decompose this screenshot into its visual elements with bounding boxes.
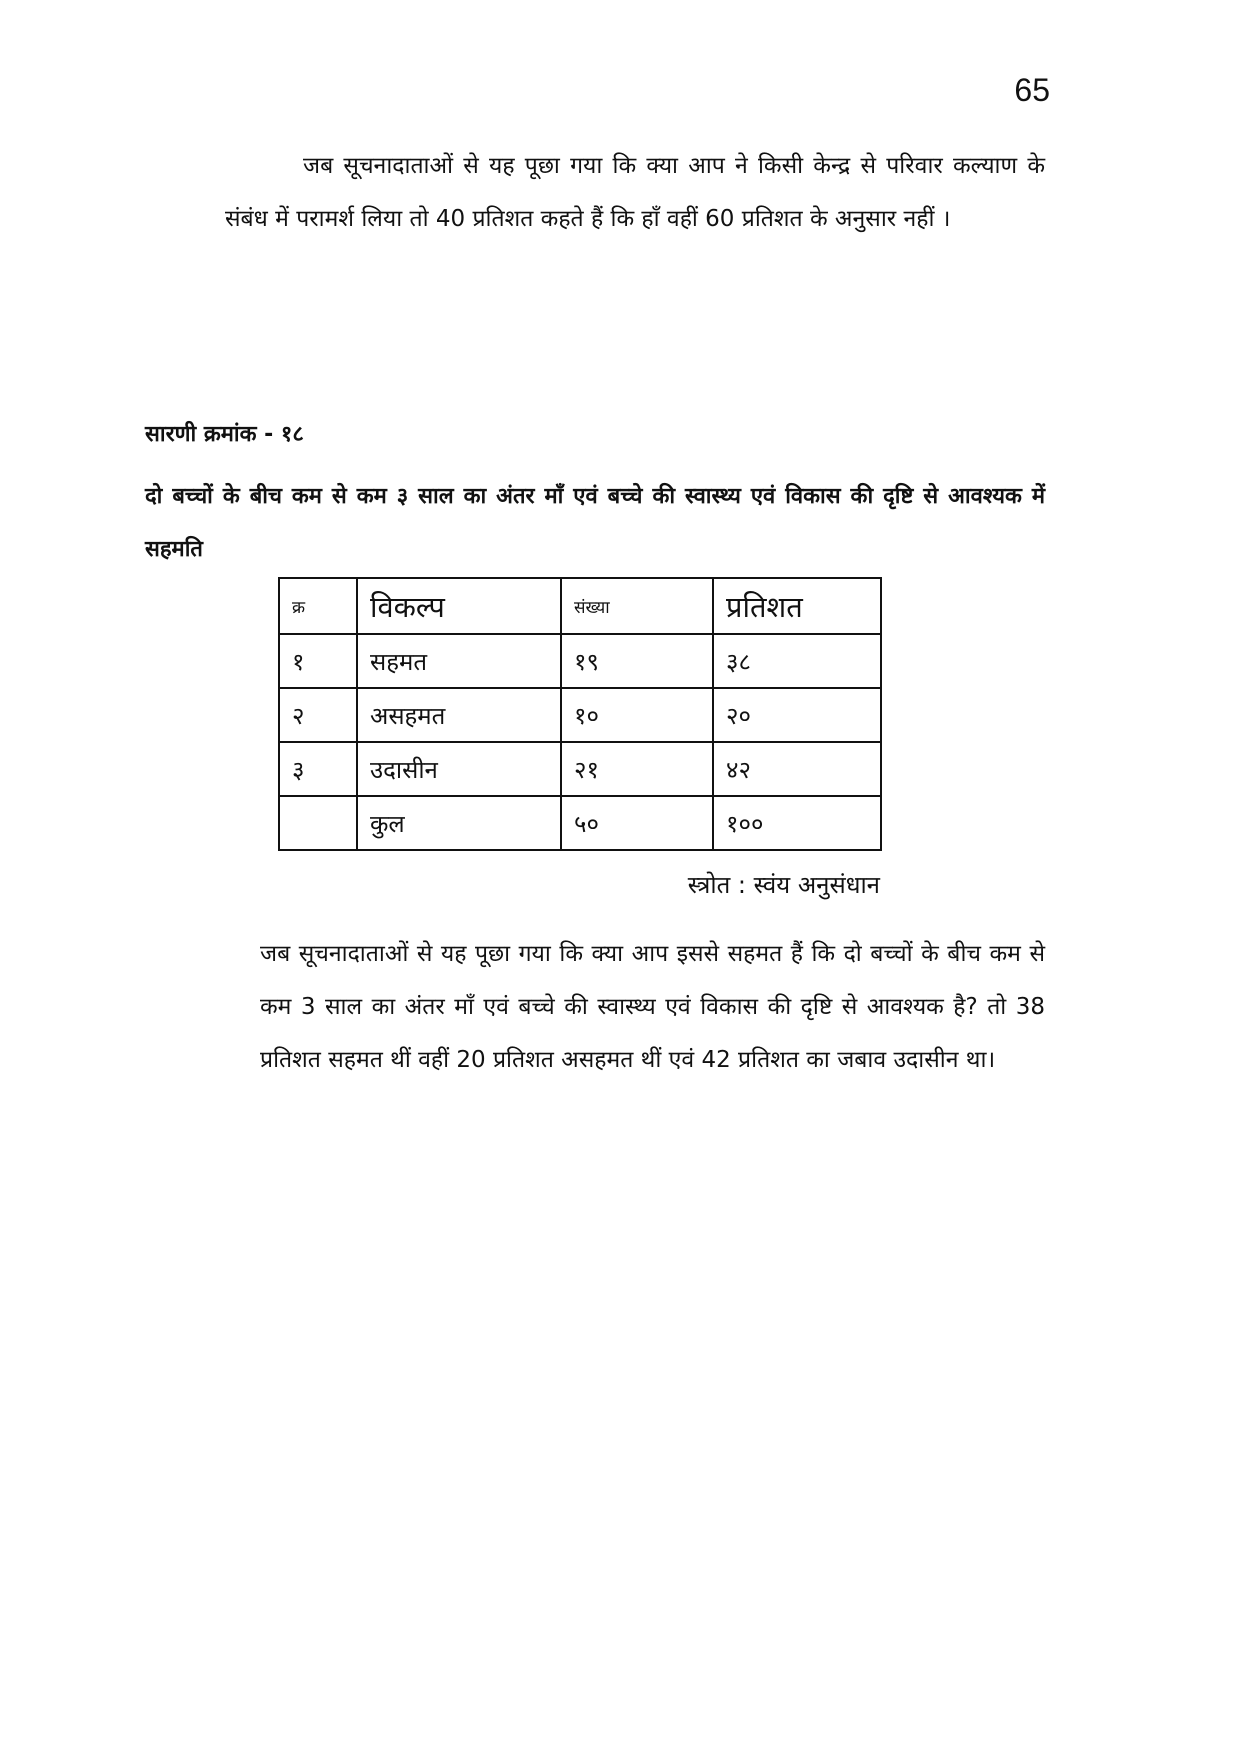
table-label: सारणी क्रमांक - १८ (145, 422, 304, 447)
cell-option: उदासीन (357, 742, 561, 796)
table-row (279, 742, 881, 796)
cell-count: १० (561, 688, 713, 742)
cell-percent: २० (713, 688, 881, 742)
cell-percent: ३८ (713, 634, 881, 688)
cell-sno: २ (279, 688, 357, 742)
table-header-row (279, 578, 881, 634)
intro-paragraph: जब सूचनादाताओं से यह पूछा गया कि क्या आप ने किसी केन्द्र से परिवार कल्याण के संबंध में परामर्श लिया तो 40 प्रतिशत कहते हैं कि हाँ वहीं 60 प्रतिशत के अनुसार नहीं । (225, 153, 1045, 232)
header-count: संख्या (561, 578, 713, 634)
cell-count: ५० (561, 796, 713, 850)
cell-percent: ४२ (713, 742, 881, 796)
cell-option: कुल (357, 796, 561, 850)
table-title: दो बच्चों के बीच कम से कम ३ साल का अंतर माँ एवं बच्चे की स्वास्थ्य एवं विकास की दृष्टि से आवश्यक में सहमति (145, 484, 1045, 562)
header-option: विकल्प (357, 578, 561, 634)
page-number: 65 (1014, 72, 1050, 108)
cell-option: सहमत (357, 634, 561, 688)
data-table (278, 577, 882, 851)
table-source: स्त्रोत : स्वंय अनुसंधान (687, 871, 880, 899)
header-percent: प्रतिशत (713, 578, 881, 634)
cell-percent: १०० (713, 796, 881, 850)
cell-count: १९ (561, 634, 713, 688)
analysis-paragraph: जब सूचनादाताओं से यह पूछा गया कि क्या आप इससे सहमत हैं कि दो बच्चों के बीच कम से कम 3 साल का अंतर माँ एवं बच्चे की स्वास्थ्य एवं विकास की दृष्टि से आवश्यक है? तो 38 प्रतिशत सहमत थीं वहीं 20 प्रतिशत असहमत थीं एवं 42 प्रतिशत का जबाव उदासीन था। (260, 941, 1045, 1073)
table-row (279, 634, 881, 688)
cell-sno: ३ (279, 742, 357, 796)
cell-count: २१ (561, 742, 713, 796)
header-sno: क्र (279, 578, 357, 634)
cell-sno: १ (279, 634, 357, 688)
table-total-row (279, 796, 881, 850)
table-row (279, 688, 881, 742)
cell-sno (279, 796, 357, 850)
cell-option: असहमत (357, 688, 561, 742)
